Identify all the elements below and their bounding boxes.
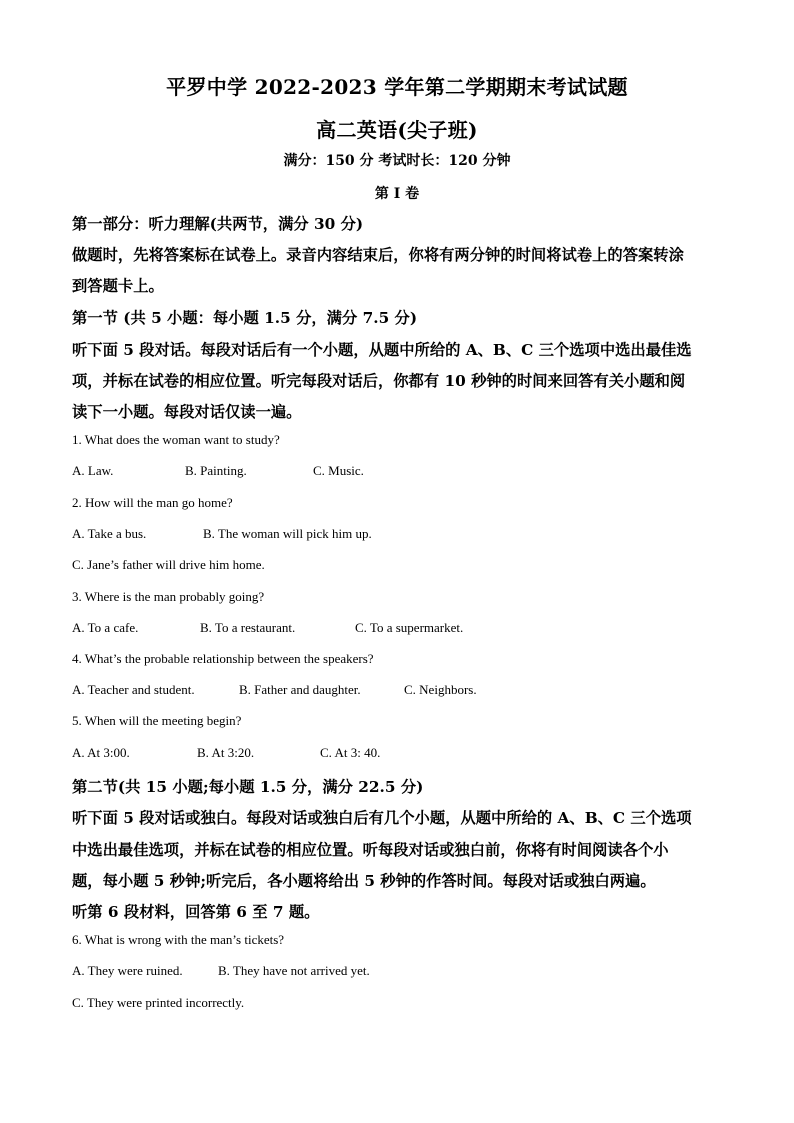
q2-option-c: C. Jane’s father will drive him home.: [72, 557, 265, 572]
q6-option-a: A. They were ruined.: [72, 963, 183, 978]
question-6: 6. What is wrong with the man’s tickets?: [72, 932, 285, 947]
material-6-heading: 听第 6 段材料，回答第 6 至 7 题。: [72, 903, 320, 921]
question-1: 1. What does the woman want to study?: [72, 432, 280, 447]
volume-label: 第 I 卷: [374, 186, 420, 202]
q2-option-b: B. The woman will pick him up.: [203, 526, 372, 541]
q5-option-a: A. At 3:00.: [72, 745, 130, 760]
score-info: 满分：150 分 考试时长：120 分钟: [283, 153, 511, 169]
section2-instruction-line: 中选出最佳选项，并标在试卷的相应位置。听每段对话或独白前，你将有时间阅读各个小: [72, 841, 669, 859]
section1-instruction-line: 项，并标在试卷的相应位置。听完每段对话后，你都有 10 秒钟的时间来回答有关小题和阅: [72, 372, 686, 390]
section1-instruction-line: 读下一小题。每段对话仅读一遍。: [72, 403, 302, 421]
q6-option-c: C. They were printed incorrectly.: [72, 995, 245, 1010]
q2-option-a: A. Take a bus.: [72, 526, 147, 541]
section1-instruction-line: 听下面 5 段对话。每段对话后有一个小题，从题中所给的 A、B、C 三个选项中选出最佳选: [72, 341, 692, 359]
q1-option-b: B. Painting.: [185, 463, 247, 478]
q5-option-b: B. At 3:20.: [197, 745, 255, 760]
section2-instruction-line: 题，每小题 5 秒钟;听完后，各小题将给出 5 秒钟的作答时间。每段对话或独白两遍。: [72, 872, 656, 890]
part1-instruction-line: 做题时，先将答案标在试卷上。录音内容结束后，你将有两分钟的时间将试卷上的答案转涂: [72, 246, 684, 264]
section1-heading: 第一节 (共 5 小题：每小题 1.5 分，满分 7.5 分): [72, 309, 418, 327]
q5-option-c: C. At 3: 40.: [320, 745, 381, 760]
q6-option-b: B. They have not arrived yet.: [218, 963, 370, 978]
q4-option-c: C. Neighbors.: [404, 682, 477, 697]
part1-instruction-line: 到答题卡上。: [72, 277, 164, 295]
question-2: 2. How will the man go home?: [72, 495, 233, 510]
question-3: 3. Where is the man probably going?: [72, 589, 265, 604]
exam-title: 平罗中学 2022-2023 学年第二学期期末考试试题: [166, 75, 628, 99]
q1-option-c: C. Music.: [313, 463, 364, 478]
q3-option-c: C. To a supermarket.: [355, 620, 464, 635]
exam-subtitle: 高二英语(尖子班): [316, 118, 478, 142]
question-5: 5. When will the meeting begin?: [72, 713, 242, 728]
part1-heading: 第一部分：听力理解(共两节，满分 30 分): [72, 215, 364, 233]
q1-option-a: A. Law.: [72, 463, 114, 478]
q4-option-b: B. Father and daughter.: [239, 682, 361, 697]
section2-heading: 第二节(共 15 小题;每小题 1.5 分，满分 22.5 分): [72, 778, 424, 796]
q3-option-a: A. To a cafe.: [72, 620, 139, 635]
section2-instruction-line: 听下面 5 段对话或独白。每段对话或独白后有几个小题，从题中所给的 A、B、C 三个选项: [72, 809, 692, 827]
q4-option-a: A. Teacher and student.: [72, 682, 195, 697]
question-4: 4. What’s the probable relationship between the speakers?: [72, 651, 374, 666]
q3-option-b: B. To a restaurant.: [200, 620, 296, 635]
